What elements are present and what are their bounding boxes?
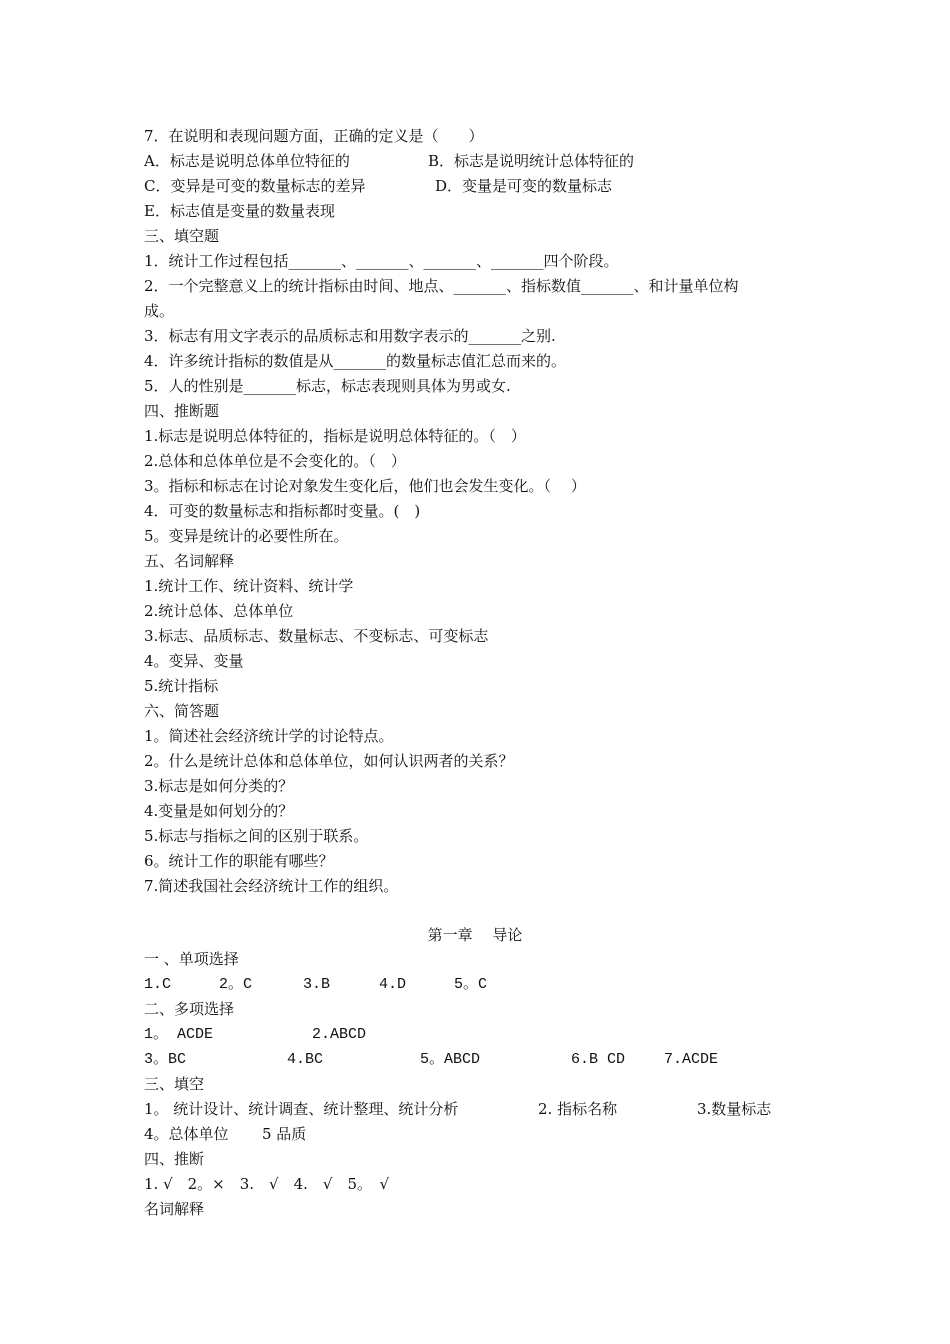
answers-multi-heading: 二、多项选择 [144,1000,235,1018]
question-7-option-d: D．变量是可变的数量标志 [435,177,613,195]
fill-item: 3．标志有用文字表示的品质标志和用数字表示的_______之别. [144,327,556,345]
judge-item: 3。指标和标志在讨论对象发生变化后，他们也会发生变化。（ ） [144,477,586,495]
answer-single: 4.D [379,976,407,993]
answer-multi: 5。ABCD [420,1051,481,1068]
judge-item: 4．可变的数量标志和指标都时变量。( ) [144,502,421,520]
answer-fill: 4。总体单位 [144,1125,229,1143]
answer-multi: 7.ACDE [664,1051,719,1068]
short-item: 5.标志与指标之间的区别于联系。 [144,827,369,845]
answers-judge-heading: 四、推断 [144,1150,205,1168]
short-heading: 六、简答题 [144,702,220,720]
answers-fill-heading: 三、填空 [144,1075,205,1093]
fill-item: 4．许多统计指标的数值是从_______的数量标志值汇总而来的。 [144,352,567,370]
fill-item: 5．人的性别是_______标志，标志表现则具体为男或女. [144,377,511,395]
answer-single: 5。C [454,976,488,993]
answer-multi: 6.B CD [571,1051,626,1068]
terms-heading: 五、名词解释 [144,552,235,570]
answer-single: 1.C [144,976,172,993]
judge-item: 1.标志是说明总体特征的，指标是说明总体特征的。（ ） [144,427,526,445]
terms-item: 3.标志、品质标志、数量标志、不变标志、可变标志 [144,627,489,645]
short-item: 3.标志是如何分类的？ [144,777,294,795]
answer-single: 2。C [219,976,253,993]
fill-heading: 三、填空题 [144,227,220,245]
answer-fill: 2. 指标名称 [538,1100,618,1118]
question-7-stem: 7．在说明和表现问题方面，正确的定义是（ ） [144,127,484,145]
short-item: 6。统计工作的职能有哪些？ [144,852,334,870]
answer-fill: 3.数量标志 [697,1100,772,1118]
terms-item: 4。变异、变量 [144,652,244,670]
terms-item: 2.统计总体、总体单位 [144,602,294,620]
fill-item: 成。 [144,302,175,320]
question-7-option-b: B．标志是说明统计总体特征的 [428,152,635,170]
answers-single-heading: 一 、单项选择 [144,950,239,968]
judge-item: 2.总体和总体单位是不会变化的。（ ） [144,452,406,470]
short-item: 4.变量是如何划分的？ [144,802,294,820]
judge-heading: 四、推断题 [144,402,220,420]
short-item: 2。什么是统计总体和总体单位，如何认识两者的关系？ [144,752,514,770]
question-7-option-e: E．标志值是变量的数量表现 [144,202,335,220]
answer-multi: 4.BC [287,1051,324,1068]
answer-judge: 1. √ 2。× 3. √ 4. √ 5。 √ [144,1175,390,1193]
answer-single: 3.B [303,976,331,993]
terms-item: 1.统计工作、统计资料、统计学 [144,577,354,595]
fill-item: 2．一个完整意义上的统计指标由时间、地点、_______、指标数值_______、和计量单位构 [144,277,739,295]
short-item: 1。简述社会经济统计学的讨论特点。 [144,727,394,745]
question-7-option-c: C．变异是可变的数量标志的差异 [144,177,366,195]
chapter-title: 第一章 导论 [427,926,523,944]
terms-item: 5.统计指标 [144,677,219,695]
short-item: 7.简述我国社会经济统计工作的组织。 [144,877,399,895]
answers-terms-heading: 名词解释 [144,1200,205,1218]
answer-fill: 5 品质 [262,1125,307,1143]
answer-multi: 1。 ACDE [144,1026,214,1043]
question-7-option-a: A．标志是说明总体单位特征的 [144,152,350,170]
judge-item: 5。变异是统计的必要性所在。 [144,527,349,545]
answer-fill: 1。 统计设计、统计调查、统计整理、统计分析 [144,1100,459,1118]
answer-multi: 2.ABCD [312,1026,367,1043]
fill-item: 1．统计工作过程包括_______、_______、_______、_______四个阶段。 [144,252,619,270]
answer-multi: 3。BC [144,1051,187,1068]
